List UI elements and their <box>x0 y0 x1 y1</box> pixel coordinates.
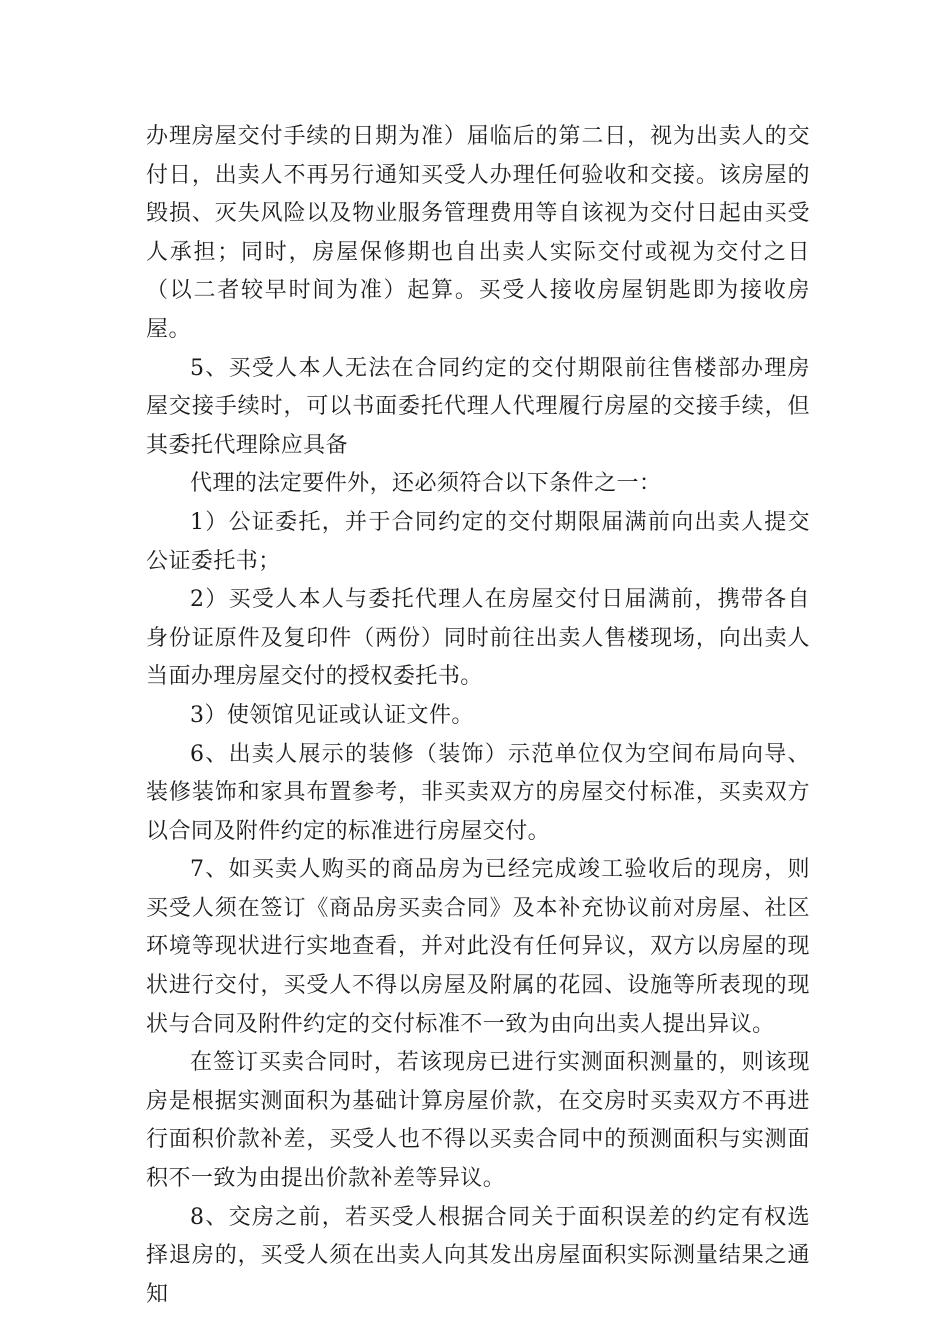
paragraph-clause-7-measurement: 在签订买卖合同时，若该现房已进行实测面积测量的，则该现房是根据实测面积为基础计算房屋价款，在交房时买卖双方不再进行面积价款补差，买受人也不得以买卖合同中的预测面积与实测面积不一致为由提出价款补差等异议。 <box>146 1050 810 1192</box>
paragraph-condition-2: 2）买受人本人与委托代理人在房屋交付日届满前，携带各自身份证原件及复印件（两份）同时前往出卖人售楼现场，向出卖人当面办理房屋交付的授权委托书。 <box>146 587 810 690</box>
document-body <box>146 118 810 1314</box>
paragraph-clause-7: 7、如买卖人购买的商品房为已经完成竣工验收后的现房，则买受人须在签订《商品房买卖合同》及本补充协议前对房屋、社区环境等现状进行实地查看，并对此没有任何异议，双方以房屋的现状进行交付，买受人不得以房屋及附属的花园、设施等所表现的现状与合同及附件约定的交付标准不一致为由向出卖人提出异议。 <box>146 857 810 1037</box>
paragraph-clause-5: 5、买受人本人无法在合同约定的交付期限前往售楼部办理房屋交接手续时，可以书面委托代理人代理履行房屋的交接手续，但其委托代理除应具备 <box>146 355 810 458</box>
paragraph-clause-6: 6、出卖人展示的装修（装饰）示范单位仅为空间布局向导、装修装饰和家具布置参考，非买卖双方的房屋交付标准，买卖双方以合同及附件约定的标准进行房屋交付。 <box>146 741 810 844</box>
paragraph-condition-1: 1）公证委托，并于合同约定的交付期限届满前向出卖人提交公证委托书； <box>146 509 810 574</box>
paragraph-clause-8: 8、交房之前，若买受人根据合同关于面积误差的约定有权选择退房的，买受人须在出卖人向其发出房屋面积实际测量结果之通知 <box>146 1204 810 1307</box>
paragraph-clause-5-conditions: 代理的法定要件外，还必须符合以下条件之一： <box>190 471 662 497</box>
paragraph-continuation: 办理房屋交付手续的日期为准）届临后的第二日，视为出卖人的交付日，出卖人不再另行通知买受人办理任何验收和交接。该房屋的毁损、灭失风险以及物业服务管理费用等自该视为交付日起由买受人承担；同时，房屋保修期也自出卖人实际交付或视为交付之日（以二者较早时间为准）起算。买受人接收房屋钥匙即为接收房屋。 <box>146 124 810 342</box>
paragraph-condition-3: 3）使领馆见证或认证文件。 <box>190 702 474 728</box>
